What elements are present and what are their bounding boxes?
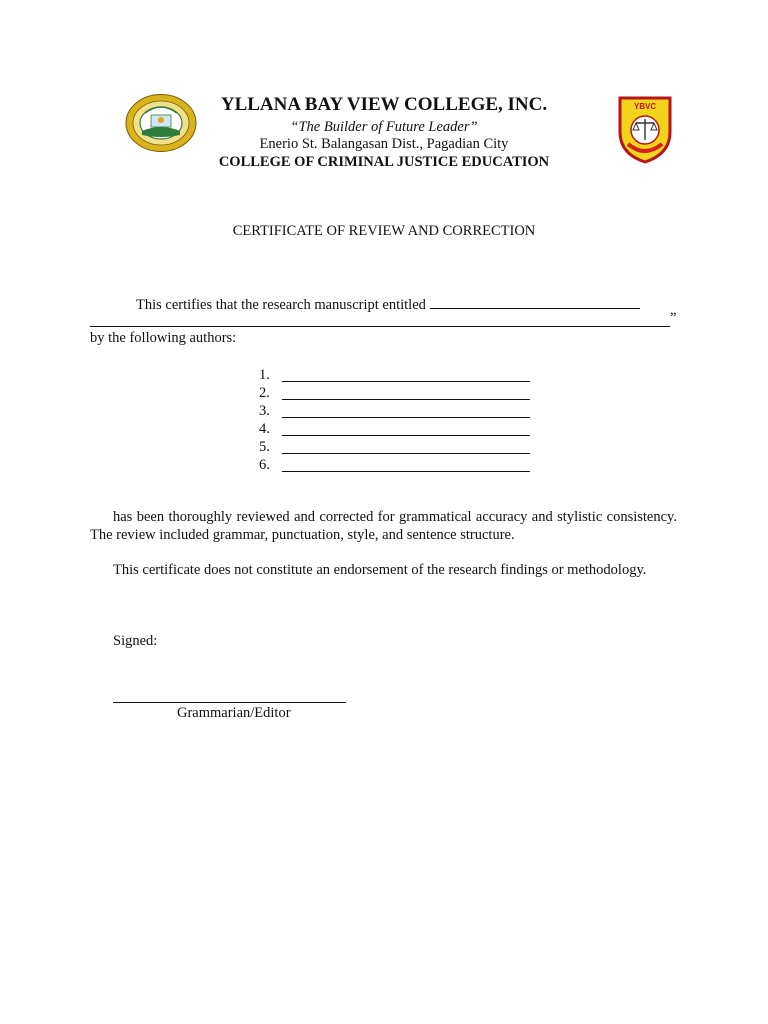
college-seal-icon — [125, 93, 197, 153]
author-number: 3. — [259, 403, 270, 419]
authors-list — [259, 366, 539, 474]
college-motto: “The Builder of Future Leader” — [290, 119, 478, 135]
signature-line — [113, 686, 346, 703]
college-name: YLLANA BAY VIEW COLLEGE, INC. — [220, 94, 548, 115]
author-name-blank — [282, 420, 530, 436]
list-item — [259, 438, 539, 456]
author-number: 6. — [259, 457, 270, 473]
disclaimer-text: This certificate does not constitute an endorsement of the research findings or methodology. — [113, 562, 647, 578]
manuscript-title-blank — [430, 294, 640, 309]
closing-quote: ” — [670, 310, 677, 326]
author-name-blank — [282, 384, 530, 400]
author-number: 4. — [259, 421, 270, 437]
shield-label: YBVC — [633, 102, 657, 111]
author-name-blank — [282, 438, 530, 454]
list-item — [259, 456, 539, 474]
author-name-blank — [282, 366, 530, 382]
review-paragraph: has been thoroughly reviewed and corrected for grammatical accuracy and stylistic consistency. The review included grammar, punctuation, style, and sentence structure. — [90, 509, 677, 543]
author-number: 2. — [259, 385, 270, 401]
list-item — [259, 366, 539, 384]
certificate-title: CERTIFICATE OF REVIEW AND CORRECTION — [232, 223, 536, 239]
author-number: 5. — [259, 439, 270, 455]
list-item — [259, 384, 539, 402]
author-number: 1. — [259, 367, 270, 383]
letterhead — [200, 92, 568, 171]
department-name: COLLEGE OF CRIMINAL JUSTICE EDUCATION — [218, 154, 550, 170]
list-item — [259, 402, 539, 420]
criminology-shield-icon — [614, 92, 676, 166]
manuscript-title-blank-continued — [90, 309, 670, 327]
by-authors-label: by the following authors: — [90, 330, 237, 346]
list-item — [259, 420, 539, 438]
author-name-blank — [282, 456, 530, 472]
signatory-role: Grammarian/Editor — [177, 705, 291, 721]
college-address: Enerio St. Balangasan Dist., Pagadian City — [259, 136, 509, 152]
signed-label: Signed: — [113, 633, 158, 649]
author-name-blank — [282, 402, 530, 418]
intro-text: This certifies that the research manuscript entitled — [136, 297, 426, 313]
